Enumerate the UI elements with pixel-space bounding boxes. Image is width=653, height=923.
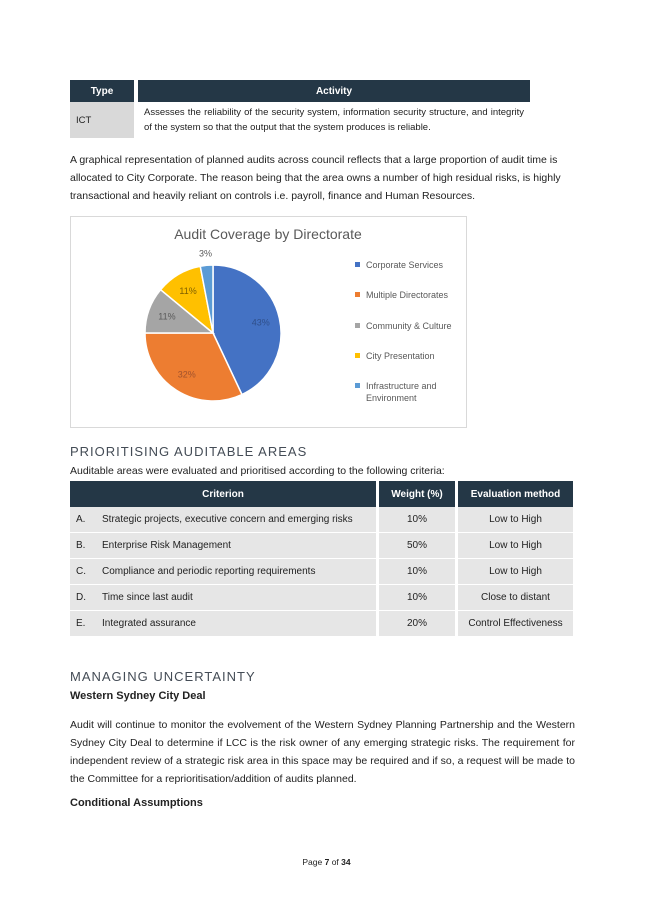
cell-method: Low to High	[458, 559, 573, 585]
column-header-activity: Activity	[136, 80, 530, 102]
table-row	[70, 533, 573, 559]
legend-swatch	[355, 292, 360, 297]
cell-type: ICT	[70, 102, 136, 138]
pie-data-label: 32%	[177, 369, 196, 380]
cell-criterion	[70, 533, 379, 559]
cell-weight: 10%	[379, 559, 458, 585]
cell-method: Close to distant	[458, 585, 573, 611]
cell-weight: 10%	[379, 585, 458, 611]
city-deal-paragraph: Audit will continue to monitor the evolvement of the Western Sydney Planning Partnership and the Western Sydney City Deal to determine if LCC is the risk owner of any emerging strategic risks. The requirement for independent review of a strategic risk area in this space may be required and if so, a request will be made to the Committee for a reprioritisation/addition of audits planned.	[70, 719, 575, 785]
criteria-table-header	[70, 481, 573, 507]
criterion-text: Enterprise Risk Management	[102, 540, 231, 551]
legend-entry: Multiple Directorates	[366, 290, 449, 300]
column-header-criterion: Criterion	[70, 481, 379, 507]
cell-weight: 10%	[379, 507, 458, 533]
audit-coverage-chart	[70, 216, 467, 428]
intro-paragraph: A graphical representation of planned audits across council reflects that a large proportion of audit time is allocated to City Corporate. The reason being that the area owns a number of high residual risks, is highly transactional and heavily reliant on controls i.e. payroll, finance and Human Resources.	[70, 154, 561, 202]
pie-data-label: 11%	[179, 285, 197, 296]
of-word: of	[331, 857, 339, 867]
page-number: 7	[324, 857, 330, 867]
table-row	[70, 559, 573, 585]
row-letter: A.	[76, 514, 86, 525]
column-header-evaluation-method: Evaluation method	[458, 481, 573, 507]
cell-criterion	[70, 611, 379, 637]
criterion-text: Time since last audit	[102, 592, 193, 603]
legend-swatch	[355, 383, 360, 388]
legend-swatch	[355, 262, 360, 267]
row-letter: D.	[76, 592, 86, 603]
page-word: Page	[302, 857, 323, 867]
section-intro-criteria: Auditable areas were evaluated and prioritised according to the following criteria:	[70, 465, 445, 477]
cell-method: Low to High	[458, 533, 573, 559]
cell-weight: 50%	[379, 533, 458, 559]
legend-entry: City Presentation	[366, 351, 435, 361]
pie-data-label: 11%	[158, 311, 176, 322]
activity-table-header	[70, 80, 530, 102]
cell-method: Control Effectiveness	[458, 611, 573, 637]
section-heading-prioritising: PRIORITISING AUDITABLE AREAS	[70, 444, 308, 459]
table-row	[70, 611, 573, 637]
chart-title: Audit Coverage by Directorate	[174, 226, 362, 242]
cell-method: Low to High	[458, 507, 573, 533]
total-pages: 34	[341, 857, 351, 867]
column-header-type: Type	[70, 80, 136, 102]
column-header-weight: Weight (%)	[379, 481, 458, 507]
criteria-table	[70, 481, 573, 637]
table-row	[70, 585, 573, 611]
row-letter: E.	[76, 618, 86, 629]
section-heading-managing-uncertainty: MANAGING UNCERTAINTY	[70, 669, 256, 684]
criterion-text: Strategic projects, executive concern and emerging risks	[102, 514, 353, 525]
pie-data-label: 43%	[251, 317, 270, 328]
criterion-text: Integrated assurance	[102, 618, 196, 629]
cell-criterion	[70, 507, 379, 533]
activity-table	[70, 80, 530, 138]
table-row	[70, 507, 573, 533]
criterion-text: Compliance and periodic reporting requirements	[102, 566, 316, 577]
legend-swatch	[355, 353, 360, 358]
cell-weight: 20%	[379, 611, 458, 637]
pie-data-label: 3%	[198, 248, 212, 259]
cell-criterion	[70, 559, 379, 585]
pie-chart-svg	[71, 217, 466, 427]
legend-entry: Corporate Services	[366, 260, 444, 270]
legend-swatch	[355, 323, 360, 328]
legend-entry: Community & Culture	[366, 321, 452, 331]
cell-criterion	[70, 585, 379, 611]
subheading-conditional-assumptions: Conditional Assumptions	[70, 797, 203, 809]
legend-entry: Infrastructure and Environment	[366, 381, 437, 403]
subheading-city-deal: Western Sydney City Deal	[70, 690, 206, 702]
row-letter: C.	[76, 566, 86, 577]
page-footer	[0, 857, 653, 867]
cell-activity: Assesses the reliability of the security system, information security structure, and integrity of the system so that the output that the system produces is reliable.	[136, 102, 530, 138]
row-letter: B.	[76, 540, 86, 551]
table-row	[70, 102, 530, 138]
